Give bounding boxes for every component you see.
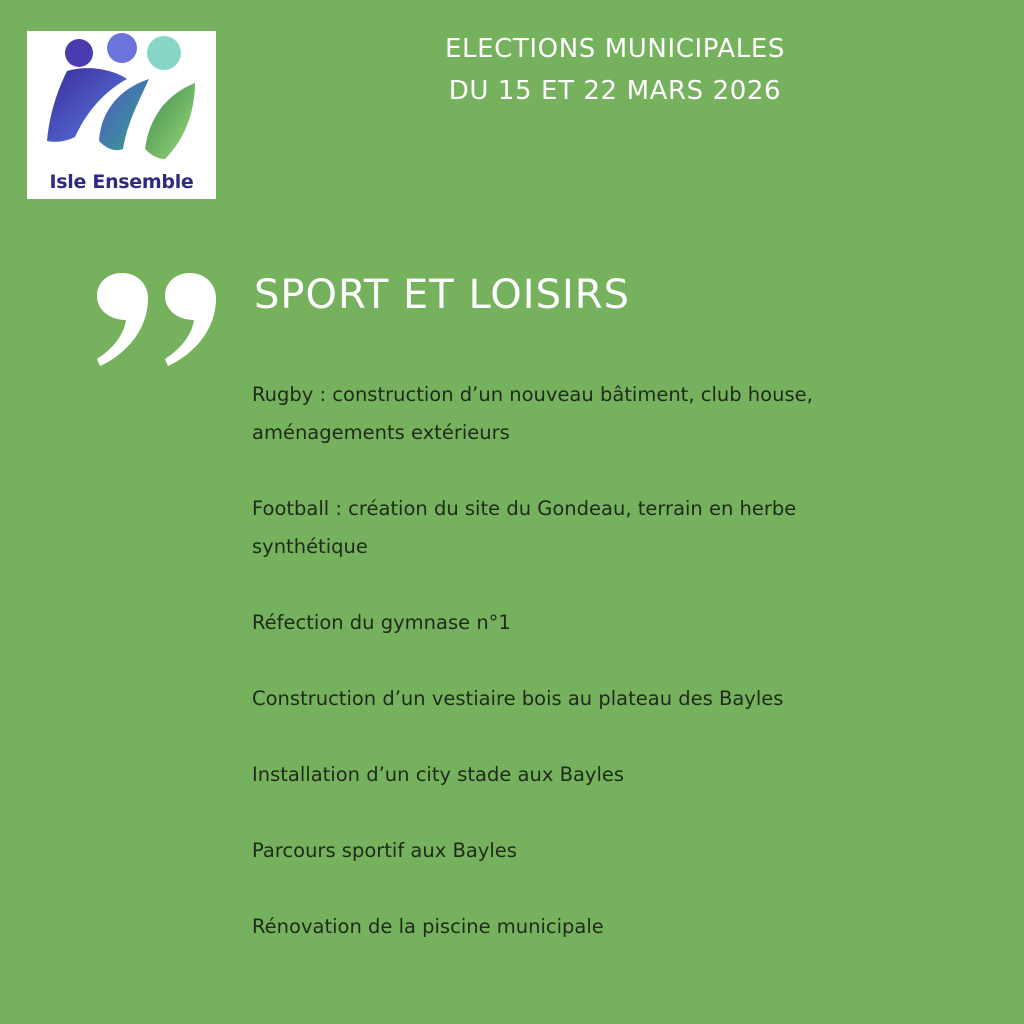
items-list <box>252 376 932 946</box>
list-item-line: aménagements extérieurs <box>252 421 510 444</box>
list-item-line: Rénovation de la piscine municipale <box>252 915 604 938</box>
list-item-line: Football : création du site du Gondeau, terrain en herbe <box>252 497 797 520</box>
list-item-line: synthétique <box>252 535 368 558</box>
list-item <box>252 756 932 794</box>
logo <box>27 31 216 199</box>
closing-quote-icon <box>92 268 222 372</box>
header-line-2: DU 15 ET 22 MARS 2026 <box>448 76 782 106</box>
header-line-1: ELECTIONS MUNICIPALES <box>445 34 785 64</box>
list-item-line: Construction d’un vestiaire bois au plateau des Bayles <box>252 687 784 710</box>
list-item <box>252 908 932 946</box>
list-item <box>252 680 932 718</box>
list-item-line: Parcours sportif aux Bayles <box>252 839 517 862</box>
list-item <box>252 832 932 870</box>
list-item <box>252 604 932 642</box>
page-header <box>360 28 870 112</box>
section-title: SPORT ET LOISIRS <box>254 272 630 318</box>
list-item <box>252 490 932 566</box>
list-item <box>252 376 932 452</box>
list-item-line: Rugby : construction d’un nouveau bâtiment, club house, <box>252 383 813 406</box>
list-item-line: Installation d’un city stade aux Bayles <box>252 763 625 786</box>
list-item-line: Réfection du gymnase n°1 <box>252 611 511 634</box>
logo-text: Isle Ensemble <box>49 171 194 193</box>
